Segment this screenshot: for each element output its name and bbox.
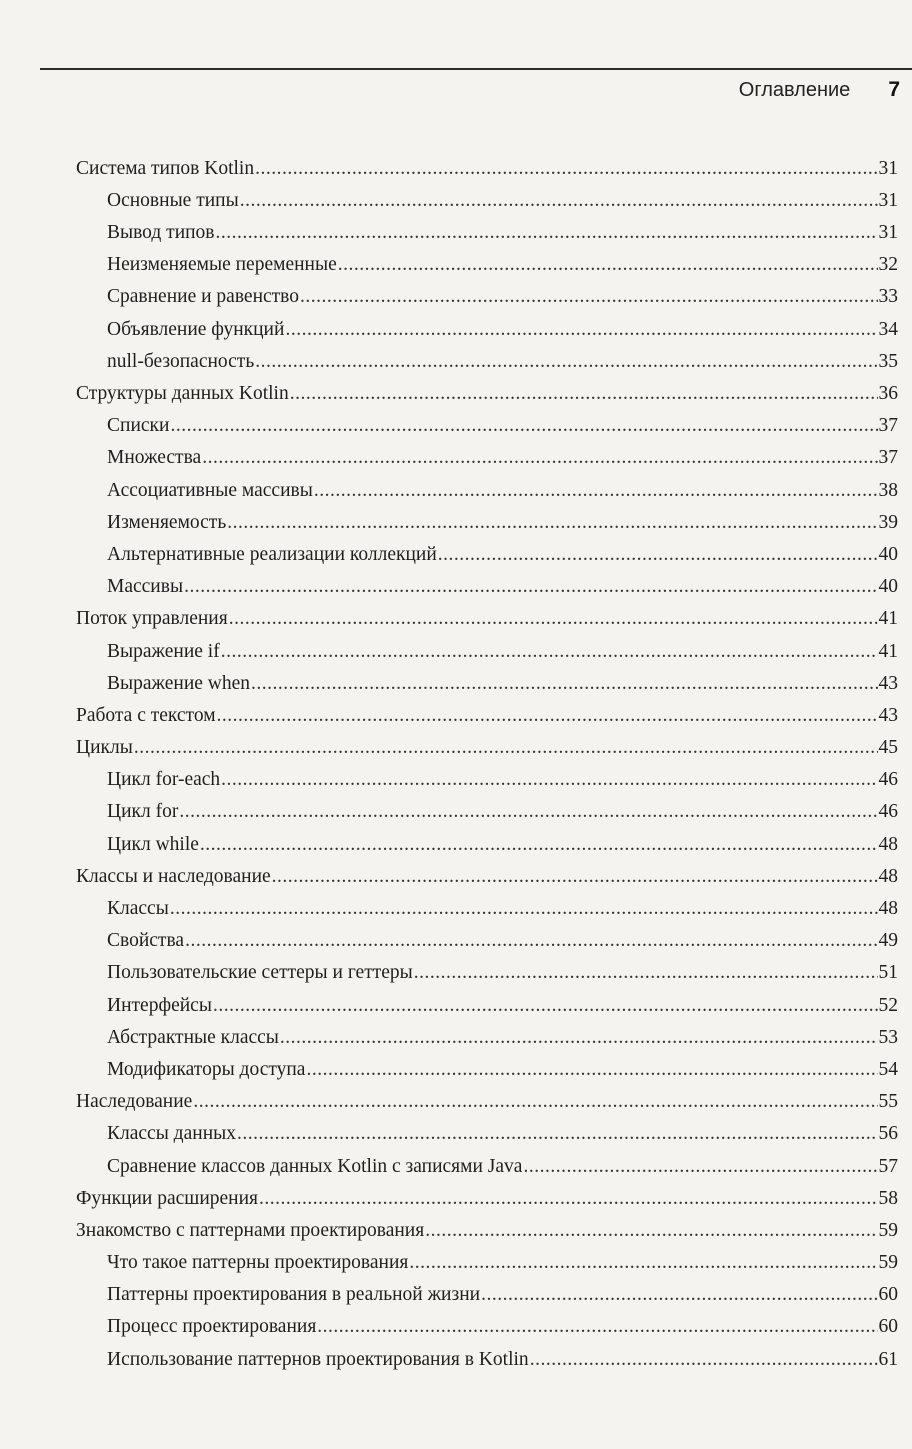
toc-entry-title: Структуры данных Kotlin (76, 383, 289, 404)
toc-entry-title: Сравнение и равенство (107, 286, 300, 308)
toc-entry-title: Альтернативные реализации коллекций (107, 543, 437, 565)
toc-entry-title: Цикл while (107, 833, 199, 855)
toc-subsection-entry (76, 1052, 898, 1084)
toc-subsection-entry (76, 183, 898, 215)
toc-dot-leader (221, 770, 877, 790)
toc-subsection-entry (76, 248, 898, 280)
running-title: Оглавление (738, 79, 851, 101)
toc-dot-leader (255, 352, 877, 372)
page-number: 7 (888, 78, 900, 101)
toc-entry-title: Классы и наследование (76, 865, 271, 887)
toc-subsection-entry (76, 827, 898, 859)
toc-entry-title: Функции расширения (76, 1187, 259, 1209)
toc-dot-leader (306, 1060, 877, 1080)
toc-entry-page: 32 (878, 254, 898, 276)
toc-entry-page: 31 (878, 157, 898, 179)
toc-entry-page: 45 (878, 737, 898, 759)
toc-subsection-entry (76, 956, 898, 988)
toc-subsection-entry (76, 763, 898, 795)
toc-dot-leader (259, 1189, 877, 1209)
toc-entry-title: Цикл for (107, 801, 179, 823)
running-header (739, 78, 900, 108)
toc-entry-title: Неизменяемые переменные (107, 254, 337, 276)
toc-entry-page: 51 (878, 962, 898, 984)
toc-dot-leader (409, 1253, 877, 1273)
toc-dot-leader (300, 287, 877, 307)
toc-entry-page: 33 (878, 286, 898, 308)
toc-subsection-entry (76, 1245, 898, 1277)
toc-entry-title: Классы данных (107, 1123, 236, 1145)
toc-entry-title: Объявление функций (107, 318, 285, 340)
toc-entry-page: 57 (878, 1155, 898, 1177)
toc-entry-title: Работа с текстом (76, 704, 216, 726)
toc-entry-page: 48 (878, 898, 898, 919)
toc-entry-page: 37 (878, 447, 898, 469)
toc-entry-page: 41 (878, 608, 898, 630)
toc-dot-leader (285, 320, 877, 340)
toc-entry-page: 59 (878, 1219, 898, 1241)
toc-entry-page: 48 (878, 833, 898, 855)
toc-dot-leader (193, 1092, 877, 1112)
toc-subsection-entry (76, 988, 898, 1020)
toc-dot-leader (170, 899, 878, 919)
toc-entry-title: Процесс проектирования (107, 1316, 317, 1338)
toc-entry-title: Поток управления (76, 608, 228, 630)
toc-subsection-entry (76, 1117, 898, 1149)
toc-section-entry (76, 1181, 898, 1213)
toc-subsection-entry (76, 1310, 898, 1342)
toc-entry-page: 54 (878, 1058, 898, 1080)
toc-subsection-entry (76, 344, 898, 376)
toc-dot-leader (202, 448, 877, 468)
toc-subsection-entry (76, 666, 898, 698)
toc-dot-leader (438, 545, 878, 565)
toc-entry-title: Использование паттернов проектирования в Kotlin (107, 1348, 529, 1370)
toc-entry-page: 43 (878, 704, 898, 726)
toc-dot-leader (134, 738, 878, 758)
toc-entry-page: 55 (878, 1091, 898, 1113)
toc-entry-page: 43 (878, 672, 898, 694)
toc-entry-page: 49 (878, 930, 898, 952)
toc-dot-leader (213, 996, 878, 1016)
toc-section-entry (76, 376, 898, 408)
toc-subsection-entry (76, 215, 898, 247)
toc-dot-leader (240, 191, 878, 211)
toc-dot-leader (255, 159, 877, 179)
toc-dot-leader (227, 513, 877, 533)
toc-dot-leader (179, 802, 877, 822)
toc-dot-leader (237, 1124, 878, 1144)
toc-entry-title: Выражение when (107, 672, 251, 694)
toc-dot-leader (280, 1028, 878, 1048)
toc-subsection-entry (76, 473, 898, 505)
toc-entry-title: Массивы (107, 576, 184, 598)
toc-section-entry (76, 859, 898, 891)
toc-dot-leader (184, 577, 877, 597)
toc-entry-page: 38 (878, 479, 898, 501)
toc-entry-page: 58 (878, 1187, 898, 1209)
toc-dot-leader (185, 931, 877, 951)
toc-subsection-entry (76, 1020, 898, 1052)
toc-subsection-entry (76, 891, 898, 923)
toc-entry-page: 40 (878, 576, 898, 598)
toc-subsection-entry (76, 795, 898, 827)
toc-section-entry (76, 1213, 898, 1245)
toc-dot-leader (425, 1221, 877, 1241)
toc-entry-title: Основные типы (107, 189, 239, 211)
toc-entry-title: Списки (107, 415, 170, 437)
toc-section-entry (76, 151, 898, 183)
toc-entry-page: 48 (878, 865, 898, 887)
toc-entry-title: Циклы (76, 737, 133, 759)
toc-entry-page: 35 (878, 350, 898, 372)
toc-entry-title: Интерфейсы (107, 994, 212, 1016)
toc-entry-page: 61 (878, 1348, 898, 1370)
toc-dot-leader (530, 1350, 878, 1370)
toc-entry-page: 36 (878, 383, 898, 404)
toc-section-entry (76, 1084, 898, 1116)
toc-entry-title: Что такое паттерны проектирования (107, 1252, 409, 1274)
toc-entry-page: 59 (878, 1252, 898, 1274)
toc-section-entry (76, 698, 898, 730)
toc-entry-page: 31 (878, 189, 898, 211)
toc-subsection-entry (76, 312, 898, 344)
toc-entry-page: 46 (878, 769, 898, 791)
toc-entry-title: Ассоциативные массивы (107, 479, 313, 501)
toc-dot-leader (523, 1157, 877, 1177)
toc-dot-leader (216, 223, 878, 243)
toc-entry-page: 56 (878, 1123, 898, 1145)
toc-entry-title: Цикл for-each (107, 769, 221, 791)
toc-entry-page: 60 (878, 1316, 898, 1338)
toc-dot-leader (217, 706, 878, 726)
toc-dot-leader (170, 416, 877, 436)
toc-subsection-entry (76, 409, 898, 441)
toc-subsection-entry (76, 505, 898, 537)
toc-entry-title: Модификаторы доступа (107, 1058, 306, 1080)
toc-section-entry (76, 730, 898, 762)
toc-entry-title: Классы (107, 898, 169, 919)
toc-entry-page: 39 (878, 511, 898, 533)
toc-dot-leader (251, 674, 877, 694)
toc-dot-leader (221, 642, 878, 662)
toc-dot-leader (290, 384, 878, 404)
toc-entry-page: 34 (878, 318, 898, 340)
toc-section-entry (76, 602, 898, 634)
toc-entry-page: 40 (878, 543, 898, 565)
toc-entry-page: 60 (878, 1284, 898, 1306)
toc-subsection-entry (76, 280, 898, 312)
toc-entry-title: Свойства (107, 930, 185, 952)
toc-entry-title: null-безопасность (107, 350, 255, 372)
toc-dot-leader (272, 867, 878, 887)
toc-entry-title: Множества (107, 447, 202, 469)
toc-subsection-entry (76, 1342, 898, 1374)
toc-subsection-entry (76, 1149, 898, 1181)
toc-dot-leader (317, 1317, 877, 1337)
toc-dot-leader (481, 1285, 877, 1305)
toc-dot-leader (414, 963, 878, 983)
toc-subsection-entry (76, 537, 898, 569)
toc-subsection-entry (76, 569, 898, 601)
toc-entry-title: Сравнение классов данных Kotlin с записями Java (107, 1155, 523, 1177)
toc-entry-title: Абстрактные классы (107, 1026, 279, 1048)
toc-entry-title: Изменяемость (107, 511, 227, 533)
toc-subsection-entry (76, 924, 898, 956)
toc-entry-title: Система типов Kotlin (76, 157, 255, 179)
toc-entry-page: 37 (878, 415, 898, 437)
toc-entry-page: 53 (878, 1026, 898, 1048)
toc-entry-title: Выражение if (107, 640, 220, 662)
toc-subsection-entry (76, 1278, 898, 1310)
toc-dot-leader (229, 609, 878, 629)
header-rule (40, 68, 912, 70)
toc-entry-page: 52 (878, 994, 898, 1016)
toc-dot-leader (314, 481, 878, 501)
toc-dot-leader (200, 835, 878, 855)
toc-subsection-entry (76, 634, 898, 666)
toc-entry-page: 41 (878, 640, 898, 662)
toc-entry-title: Вывод типов (107, 222, 215, 244)
toc-dot-leader (338, 255, 878, 275)
toc-entry-title: Паттерны проектирования в реальной жизни (107, 1284, 481, 1306)
toc-entry-page: 31 (878, 222, 898, 244)
table-of-contents (76, 151, 898, 1374)
toc-entry-title: Знакомство с паттернами проектирования (76, 1219, 425, 1241)
toc-entry-page: 46 (878, 801, 898, 823)
toc-subsection-entry (76, 441, 898, 473)
toc-entry-title: Пользовательские сеттеры и геттеры (107, 962, 413, 984)
toc-entry-title: Наследование (76, 1091, 193, 1113)
